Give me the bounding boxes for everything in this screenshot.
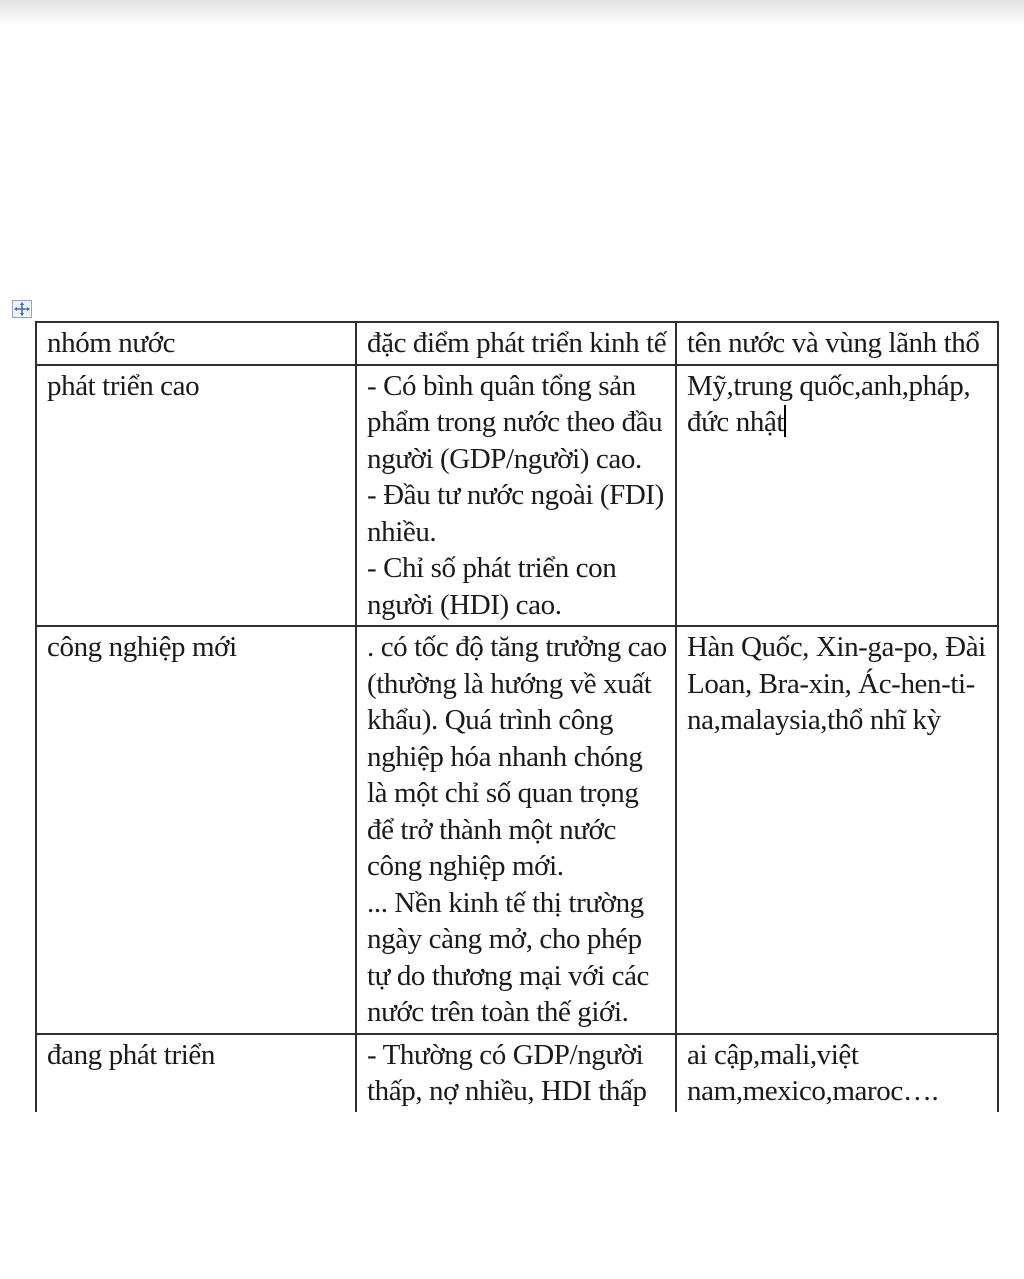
group-cell[interactable]: đang phát triển: [36, 1034, 356, 1112]
features-cell[interactable]: - Có bình quân tổng sản phẩm trong nước theo đầu người (GDP/người) cao. - Đầu tư nước ngoài (FDI) nhiều. - Chỉ số phát triển con người (HDI) cao.: [356, 365, 676, 627]
group-cell[interactable]: phát triển cao: [36, 365, 356, 627]
header-cell-group[interactable]: nhóm nước: [36, 322, 356, 365]
countries-text: Mỹ,trung quốc,anh,pháp, đức nhật: [687, 369, 971, 438]
header-cell-features[interactable]: đặc điểm phát triển kinh tế: [356, 322, 676, 365]
text-cursor: [784, 405, 786, 437]
table-header-row: [36, 322, 998, 365]
table-row: [36, 365, 998, 627]
table-move-handle-icon[interactable]: [12, 300, 32, 318]
countries-cell[interactable]: Hàn Quốc, Xin-ga-po, Đài Loan, Bra-xin, Ác-hen-ti-na,malaysia,thổ nhĩ kỳ: [676, 626, 998, 1034]
table-row: [36, 1034, 998, 1112]
window-top-bar: [0, 0, 1024, 26]
countries-cell[interactable]: ai cập,mali,việt nam,mexico,maroc….: [676, 1034, 998, 1112]
table-row: [36, 626, 998, 1034]
features-cell[interactable]: . có tốc độ tăng trưởng cao (thường là hướng về xuất khẩu). Quá trình công nghiệp hóa nhanh chóng là một chỉ số quan trọng để trở thành một nước công nghiệp mới. ... Nền kinh tế thị trường ngày càng mở, cho phép tự do thương mại với các nước trên toàn thế giới.: [356, 626, 676, 1034]
countries-table: [35, 321, 999, 1112]
features-cell[interactable]: - Thường có GDP/người thấp, nợ nhiều, HDI thấp: [356, 1034, 676, 1112]
header-cell-countries[interactable]: tên nước và vùng lãnh thổ: [676, 322, 998, 365]
countries-cell[interactable]: [676, 365, 998, 627]
group-cell[interactable]: công nghiệp mới: [36, 626, 356, 1034]
